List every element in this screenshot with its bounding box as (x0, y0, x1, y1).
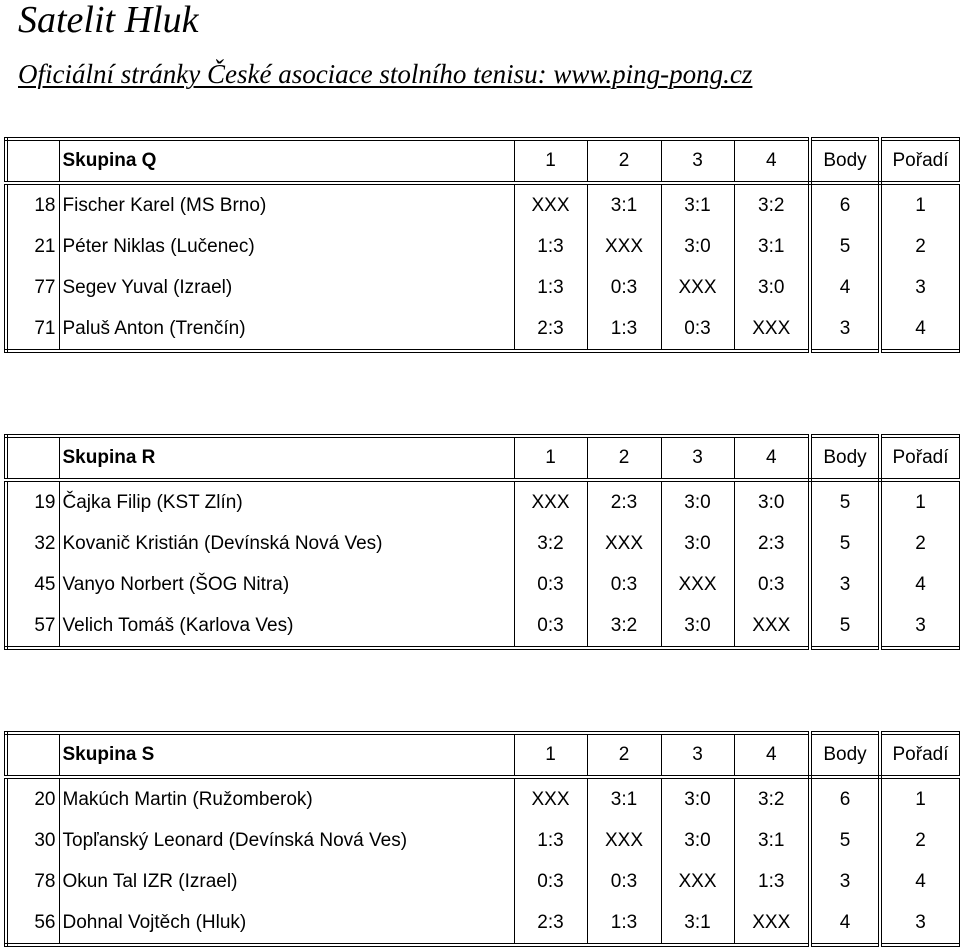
result-cell: XXX (587, 226, 661, 267)
result-cell: 0:3 (587, 861, 661, 902)
player-name: Fischer Karel (MS Brno) (59, 183, 514, 226)
group-table-r (4, 434, 960, 650)
result-cell: XXX (587, 820, 661, 861)
header-num-cell (6, 733, 59, 777)
rank-cell: 3 (880, 267, 960, 308)
player-number: 30 (6, 820, 59, 861)
result-cell: 1:3 (587, 902, 661, 945)
player-number: 19 (6, 480, 59, 523)
group-header-row (6, 436, 960, 480)
header-col-4: 4 (734, 436, 810, 480)
rank-cell: 2 (880, 226, 960, 267)
result-cell: 3:0 (661, 605, 734, 648)
header-col-2: 2 (587, 436, 661, 480)
result-cell: 1:3 (514, 820, 587, 861)
player-number: 71 (6, 308, 59, 351)
rank-cell: 3 (880, 605, 960, 648)
table-row (6, 820, 960, 861)
table-row (6, 183, 960, 226)
player-number: 56 (6, 902, 59, 945)
rank-cell: 1 (880, 480, 960, 523)
page-subtitle-link[interactable]: Oficiální stránky České asociace stolního tenisu: www.ping-pong.cz (18, 59, 753, 89)
player-name: Dohnal Vojtěch (Hluk) (59, 902, 514, 945)
result-cell: 3:1 (661, 183, 734, 226)
result-cell: 0:3 (661, 308, 734, 351)
header-poradi: Pořadí (880, 139, 960, 183)
result-cell: XXX (587, 523, 661, 564)
result-cell: 3:0 (661, 820, 734, 861)
result-cell: 3:2 (587, 605, 661, 648)
player-name: Čajka Filip (KST Zlín) (59, 480, 514, 523)
rank-cell: 3 (880, 902, 960, 945)
points-cell: 5 (810, 226, 880, 267)
rank-cell: 1 (880, 183, 960, 226)
result-cell: XXX (734, 605, 810, 648)
result-cell: 3:1 (587, 183, 661, 226)
result-cell: 0:3 (514, 564, 587, 605)
result-cell: 0:3 (587, 564, 661, 605)
points-cell: 5 (810, 523, 880, 564)
result-cell: 1:3 (514, 267, 587, 308)
table-row (6, 902, 960, 945)
header-col-3: 3 (661, 733, 734, 777)
result-cell: 3:2 (514, 523, 587, 564)
group-table-q (4, 137, 960, 353)
result-cell: 2:3 (587, 480, 661, 523)
header-col-4: 4 (734, 733, 810, 777)
result-cell: 2:3 (734, 523, 810, 564)
header-poradi: Pořadí (880, 436, 960, 480)
player-name: Kovanič Kristián (Devínská Nová Ves) (59, 523, 514, 564)
result-cell: XXX (734, 308, 810, 351)
player-name: Segev Yuval (Izrael) (59, 267, 514, 308)
header-col-2: 2 (587, 139, 661, 183)
header-col-1: 1 (514, 139, 587, 183)
header-col-4: 4 (734, 139, 810, 183)
header-col-3: 3 (661, 139, 734, 183)
header-col-2: 2 (587, 733, 661, 777)
result-cell: XXX (514, 183, 587, 226)
points-cell: 5 (810, 480, 880, 523)
player-name: Velich Tomáš (Karlova Ves) (59, 605, 514, 648)
points-cell: 5 (810, 605, 880, 648)
points-cell: 5 (810, 820, 880, 861)
result-cell: 3:0 (661, 226, 734, 267)
result-cell: 3:0 (661, 480, 734, 523)
player-name: Péter Niklas (Lučenec) (59, 226, 514, 267)
header-num-cell (6, 139, 59, 183)
group-name: Skupina R (59, 436, 514, 480)
result-cell: 3:1 (734, 226, 810, 267)
table-row (6, 861, 960, 902)
page-title: Satelit Hluk (18, 0, 199, 41)
result-cell: XXX (661, 564, 734, 605)
player-number: 45 (6, 564, 59, 605)
player-name: Paluš Anton (Trenčín) (59, 308, 514, 351)
result-cell: 3:1 (661, 902, 734, 945)
header-col-3: 3 (661, 436, 734, 480)
header-body: Body (810, 733, 880, 777)
result-cell: 0:3 (734, 564, 810, 605)
header-body: Body (810, 436, 880, 480)
player-number: 77 (6, 267, 59, 308)
result-cell: 3:0 (734, 267, 810, 308)
result-cell: 3:0 (734, 480, 810, 523)
rank-cell: 4 (880, 564, 960, 605)
player-number: 20 (6, 777, 59, 820)
result-cell: 0:3 (514, 861, 587, 902)
result-cell: 0:3 (514, 605, 587, 648)
table-row (6, 605, 960, 648)
points-cell: 6 (810, 777, 880, 820)
table-row (6, 523, 960, 564)
group-header-row (6, 139, 960, 183)
result-cell: 1:3 (734, 861, 810, 902)
rank-cell: 4 (880, 861, 960, 902)
player-number: 78 (6, 861, 59, 902)
result-cell: XXX (514, 777, 587, 820)
player-number: 57 (6, 605, 59, 648)
result-cell: 3:0 (661, 777, 734, 820)
player-number: 18 (6, 183, 59, 226)
result-cell: XXX (661, 861, 734, 902)
table-row (6, 564, 960, 605)
group-table-s (4, 731, 960, 947)
result-cell: 3:2 (734, 777, 810, 820)
rank-cell: 1 (880, 777, 960, 820)
header-body: Body (810, 139, 880, 183)
player-name: Okun Tal IZR (Izrael) (59, 861, 514, 902)
result-cell: 2:3 (514, 902, 587, 945)
result-cell: 2:3 (514, 308, 587, 351)
points-cell: 4 (810, 267, 880, 308)
result-cell: 3:1 (734, 820, 810, 861)
result-cell: XXX (661, 267, 734, 308)
rank-cell: 4 (880, 308, 960, 351)
rank-cell: 2 (880, 523, 960, 564)
points-cell: 3 (810, 564, 880, 605)
table-row (6, 267, 960, 308)
header-col-1: 1 (514, 436, 587, 480)
header-poradi: Pořadí (880, 733, 960, 777)
header-num-cell (6, 436, 59, 480)
result-cell: 1:3 (514, 226, 587, 267)
result-cell: 1:3 (587, 308, 661, 351)
player-name: Makúch Martin (Ružomberok) (59, 777, 514, 820)
result-cell: 3:0 (661, 523, 734, 564)
player-name: Vanyo Norbert (ŠOG Nitra) (59, 564, 514, 605)
table-row (6, 480, 960, 523)
group-name: Skupina Q (59, 139, 514, 183)
result-cell: 3:2 (734, 183, 810, 226)
player-number: 32 (6, 523, 59, 564)
group-name: Skupina S (59, 733, 514, 777)
result-cell: XXX (734, 902, 810, 945)
result-cell: 3:1 (587, 777, 661, 820)
group-header-row (6, 733, 960, 777)
table-row (6, 226, 960, 267)
points-cell: 3 (810, 861, 880, 902)
player-name: Topľanský Leonard (Devínská Nová Ves) (59, 820, 514, 861)
table-row (6, 308, 960, 351)
table-row (6, 777, 960, 820)
player-number: 21 (6, 226, 59, 267)
points-cell: 3 (810, 308, 880, 351)
header-col-1: 1 (514, 733, 587, 777)
result-cell: 0:3 (587, 267, 661, 308)
points-cell: 6 (810, 183, 880, 226)
rank-cell: 2 (880, 820, 960, 861)
result-cell: XXX (514, 480, 587, 523)
points-cell: 4 (810, 902, 880, 945)
